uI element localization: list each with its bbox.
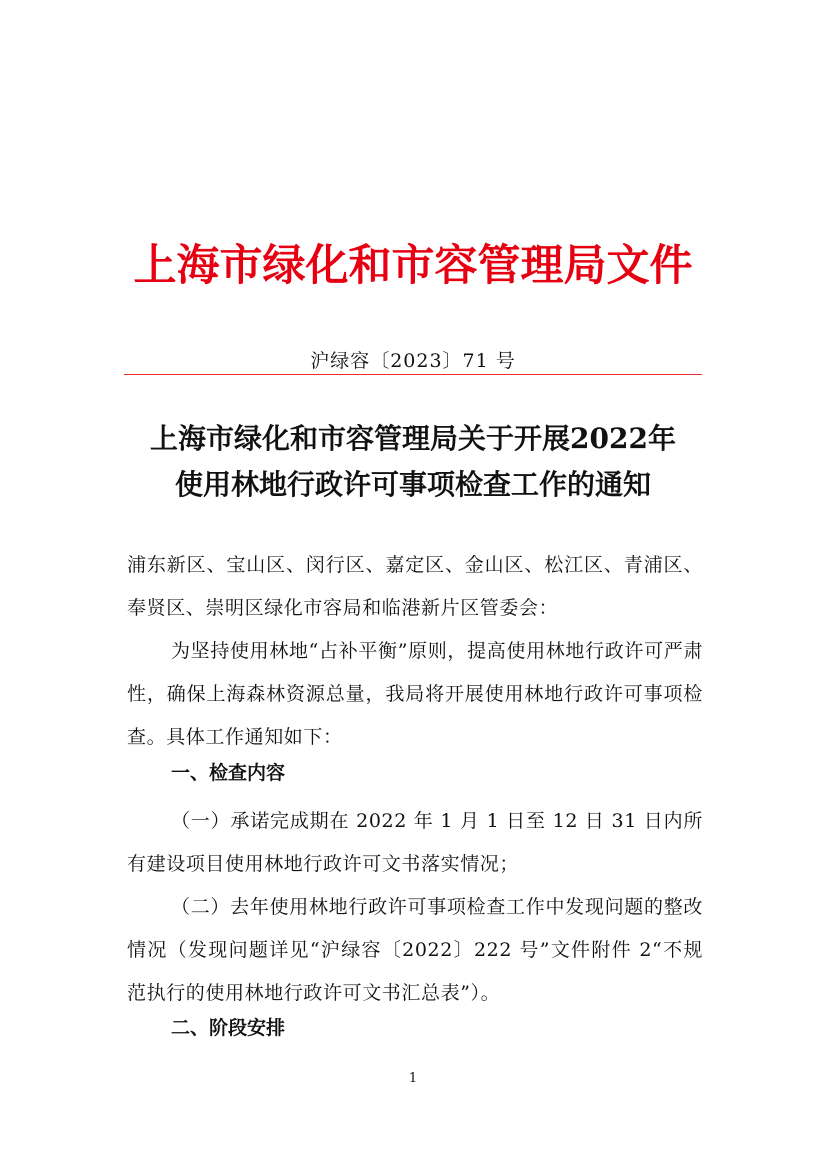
section-heading-inspection-content: 一、检查内容 — [171, 762, 286, 784]
notice-title-line-1: 上海市绿化和市容管理局关于开展2022年 — [150, 422, 676, 455]
red-separator-line — [124, 374, 702, 375]
notice-title-line-2: 使用林地行政许可事项检查工作的通知 — [174, 468, 651, 501]
agency-header-title: 上海市绿化和市容管理局文件 — [133, 241, 693, 291]
page-number: 1 — [408, 1071, 418, 1086]
section-heading-schedule: 二、阶段安排 — [171, 1017, 286, 1039]
document-number: 沪绿容〔2023〕71 号 — [310, 350, 516, 372]
inspection-item-2: （二）去年使用林地行政许可事项检查工作中发现问题的整改情况（发现问题详见“沪绿容〔2022〕222 号”文件附件 2“不规范执行的使用林地行政许可文书汇总表”）。 — [127, 896, 703, 1004]
notice-title — [0, 416, 826, 508]
inspection-item-1: （一）承诺完成期在 2022 年 1 月 1 日至 12 日 31 日内所有建设项目使用林地行政许可文书落实情况； — [127, 810, 703, 875]
addressee-paragraph: 浦东新区、宝山区、闵行区、嘉定区、金山区、松江区、青浦区、奉贤区、崇明区绿化市容局和临港新片区管委会： — [127, 554, 703, 619]
intro-paragraph: 为坚持使用林地“占补平衡”原则，提高使用林地行政许可严肃性，确保上海森林资源总量，我局将开展使用林地行政许可事项检查。具体工作通知如下： — [127, 640, 703, 748]
